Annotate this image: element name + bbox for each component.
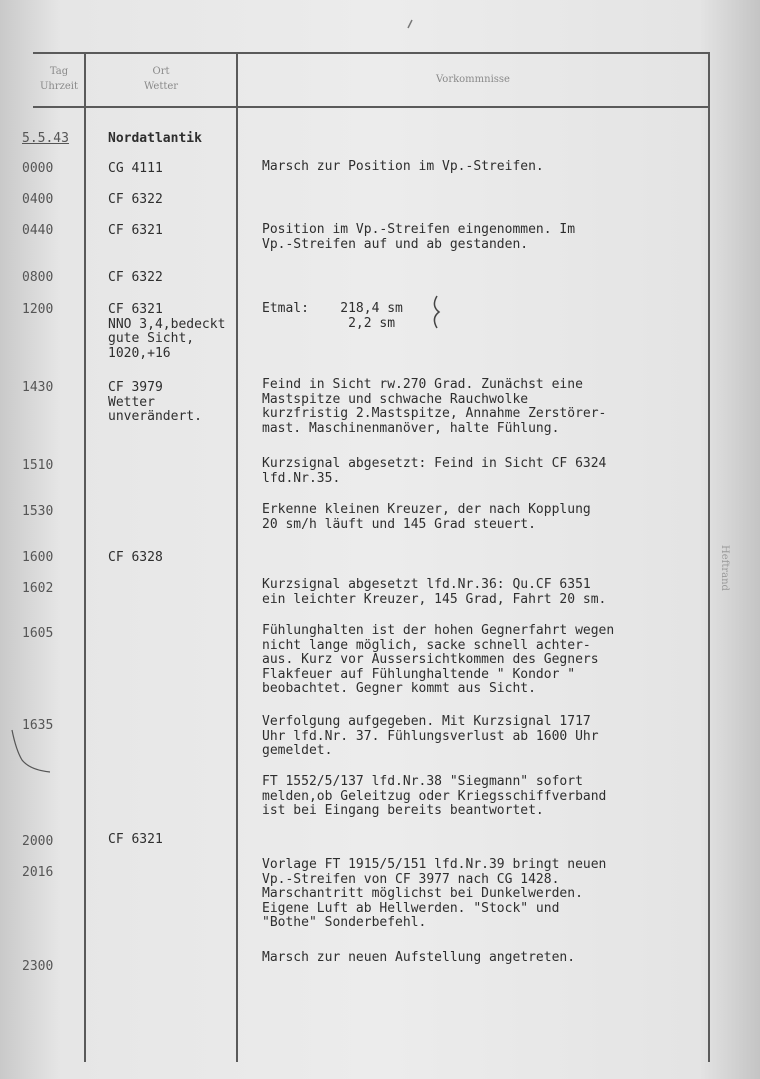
- entry-0-place: Nordatlantik: [108, 131, 202, 146]
- header-col2-line1: Ort: [152, 66, 170, 77]
- entry-4-time: 0800: [22, 270, 54, 285]
- entry-8-time: 1530: [22, 504, 54, 519]
- entry-5-place: CF 6321 NNO 3,4,bedeckt gute Sicht, 1020,+16: [108, 302, 226, 361]
- entry-11-text: Fühlunghalten ist der hohen Gegnerfahrt wegen nicht lange möglich, sacke schnell achter- aus. Kurz vor Aussersichtkommen des Gegners Flakfeuer auf Fühlunghaltende " Kondor " beobachtet. Gegner kommt aus Sicht.: [262, 623, 615, 696]
- entry-12-text: Verfolgung aufgegeben. Mit Kurzsignal 1717 Uhr lfd.Nr. 37. Fühlungsverlust ab 1600 Uhr gemeldet.: [262, 714, 599, 758]
- header-col2: [86, 64, 236, 94]
- entry-11-time: 1605: [22, 626, 54, 641]
- top-rule: [33, 52, 708, 54]
- entry-3-time: 0440: [22, 223, 54, 238]
- entry-1-time: 0000: [22, 161, 54, 176]
- entry-15-text: Vorlage FT 1915/5/151 lfd.Nr.39 bringt neuen Vp.-Streifen von CF 3977 nach CG 1428. Marschantritt möglichst bei Dunkelwerden. Eigene Luft ab Hellwerden. "Stock" und "Bothe" Sonderbefehl.: [262, 857, 607, 930]
- entry-9-place: CF 6328: [108, 550, 163, 565]
- entry-7-time: 1510: [22, 458, 54, 473]
- entry-2-place: CF 6322: [108, 192, 163, 207]
- entry-5-time: 1200: [22, 302, 54, 317]
- entry-5-text: Etmal: 218,4 sm 2,2 sm: [262, 301, 403, 331]
- header-col3: [238, 72, 708, 87]
- entry-10-time: 1602: [22, 581, 54, 596]
- entry-6-text: Feind in Sicht rw.270 Grad. Zunächst eine Mastspitze und schwache Rauchwolke kurzfristig 2.Mastspitze, Annahme Zerstörer- mast. Maschinenmanöver, halte Fühlung.: [262, 377, 607, 436]
- header-col2-line2: Wetter: [143, 81, 179, 92]
- header-col1-line2: Uhrzeit: [39, 81, 79, 92]
- header-col1: [34, 64, 84, 94]
- entry-4-place: CF 6322: [108, 270, 163, 285]
- entry-7-text: Kurzsignal abgesetzt: Feind in Sicht CF 6324 lfd.Nr.35.: [262, 456, 607, 486]
- entry-14-time: 2000: [22, 834, 54, 849]
- entry-16-text: Marsch zur neuen Aufstellung angetreten.: [262, 950, 576, 965]
- entry-14-place: CF 6321: [108, 832, 163, 847]
- entry-12-time: 1635: [22, 718, 54, 733]
- entry-6-place: CF 3979 Wetter unverändert.: [108, 380, 202, 424]
- margin-label: Heftrand: [719, 545, 730, 591]
- entry-13-text: FT 1552/5/137 lfd.Nr.38 "Siegmann" sofort melden,ob Geleitzug oder Kriegsschiffverband ist bei Eingang bereits beantwortet.: [262, 774, 607, 818]
- tick-mark: [408, 20, 412, 28]
- entry-6-time: 1430: [22, 380, 54, 395]
- entry-3-text: Position im Vp.-Streifen eingenommen. Im Vp.-Streifen auf und ab gestanden.: [262, 222, 576, 252]
- header-rule: [33, 106, 708, 108]
- entry-15-time: 2016: [22, 865, 54, 880]
- header-col1-line1: Tag: [49, 66, 69, 77]
- entry-9-time: 1600: [22, 550, 54, 565]
- entry-1-place: CG 4111: [108, 161, 163, 176]
- column-rule-1: [84, 52, 86, 1062]
- entry-1-text: Marsch zur Position im Vp.-Streifen.: [262, 159, 544, 174]
- entry-2-time: 0400: [22, 192, 54, 207]
- entry-0-time: 5.5.43: [22, 131, 69, 146]
- entry-3-place: CF 6321: [108, 223, 163, 238]
- entry-8-text: Erkenne kleinen Kreuzer, der nach Kopplung 20 sm/h läuft und 145 Grad steuert.: [262, 502, 591, 532]
- right-rule: [708, 52, 710, 1062]
- header-col3-label: Vorkommnisse: [436, 74, 510, 85]
- scribble-mark: [12, 730, 50, 772]
- entry-16-time: 2300: [22, 959, 54, 974]
- entry-10-text: Kurzsignal abgesetzt lfd.Nr.36: Qu.CF 6351 ein leichter Kreuzer, 145 Grad, Fahrt 20 sm.: [262, 577, 607, 607]
